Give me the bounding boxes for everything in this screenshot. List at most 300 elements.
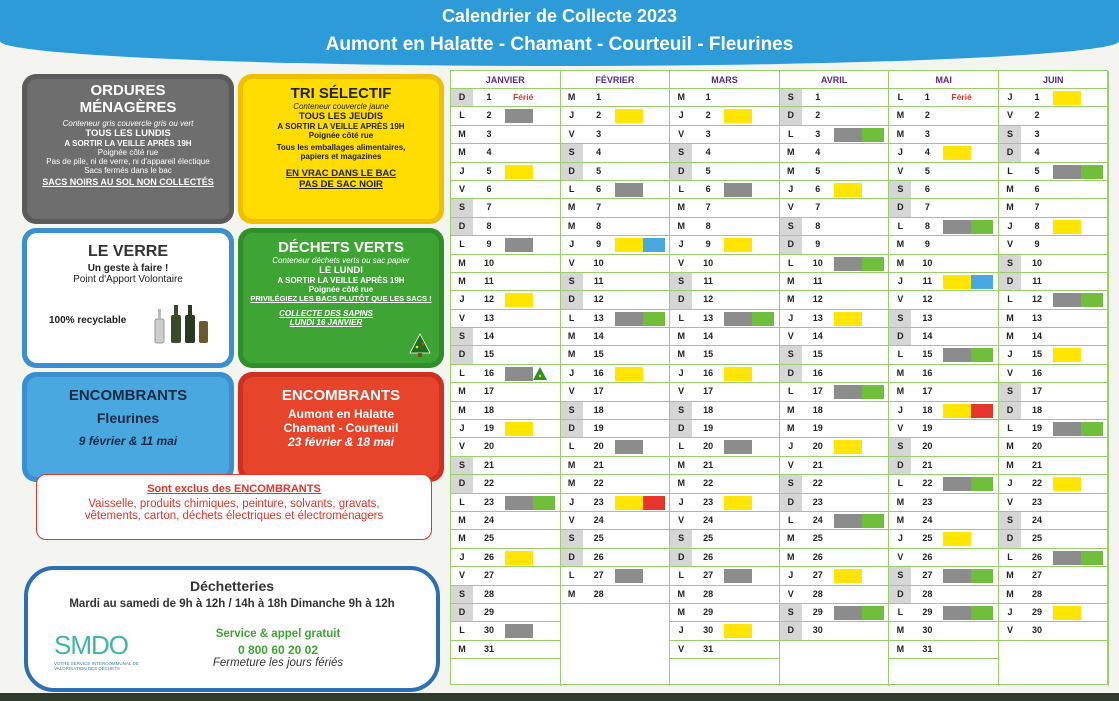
day-row: [889, 567, 998, 585]
day-row: [780, 438, 889, 456]
ordures-collection-marker: [943, 348, 971, 362]
day-letter: S: [889, 181, 911, 198]
ordures-collection-marker: [943, 569, 971, 583]
verts-line-2: LE LUNDI: [319, 265, 363, 276]
day-number: 20: [703, 441, 714, 452]
tri-line-3: A SORTIR LA VEILLE APRÈS 19H: [277, 122, 405, 131]
day-letter: M: [677, 478, 685, 489]
day-number: 13: [922, 312, 933, 323]
ordures-collection-marker: [505, 109, 533, 123]
day-letter: V: [1006, 496, 1013, 507]
day-row: [451, 310, 560, 328]
day-number: 17: [483, 386, 494, 397]
day-letter: V: [1006, 239, 1013, 250]
day-letter: V: [568, 128, 575, 139]
day-row: [451, 549, 560, 567]
day-row: [670, 181, 779, 199]
day-number: 26: [703, 551, 714, 562]
enc2-title: ENCOMBRANTS: [281, 387, 401, 404]
encombrants-fleurines-marker: [643, 238, 665, 252]
day-letter: J: [678, 367, 684, 378]
day-row: [451, 402, 560, 420]
day-row: [889, 457, 998, 475]
day-letter: D: [999, 273, 1021, 290]
day-number: 18: [922, 404, 933, 415]
tri-collection-marker: [724, 109, 752, 123]
day-number: 27: [703, 570, 714, 581]
verre-box: [22, 228, 234, 368]
day-letter: J: [678, 496, 684, 507]
tri-collection-marker: [615, 367, 643, 381]
day-row: [670, 438, 779, 456]
christmas-tree-icon: [533, 367, 547, 381]
day-letter: J: [897, 404, 903, 415]
enc1-dates: 9 février & 11 mai: [78, 434, 178, 448]
encombrants-fleurines-box: [22, 372, 234, 482]
day-row: [451, 346, 560, 364]
day-row: [780, 328, 889, 346]
day-number: 30: [483, 625, 494, 636]
day-number: 5: [1034, 165, 1040, 176]
exclus-line-1: Vaisselle, produits chimiques, peinture, solvants, gravats,: [88, 498, 380, 510]
ordures-line-3: A SORTIR LA VEILLE APRÈS 19H: [64, 139, 192, 148]
day-letter: L: [897, 478, 904, 489]
day-letter: L: [1007, 551, 1013, 562]
month-column: [451, 71, 561, 686]
day-letter: L: [788, 128, 794, 139]
month-column: [889, 71, 999, 686]
day-number: 14: [483, 331, 494, 342]
day-letter: M: [896, 625, 905, 636]
day-letter: J: [788, 441, 794, 452]
day-letter: M: [567, 588, 576, 599]
day-letter: M: [677, 459, 685, 470]
day-row: [561, 549, 670, 567]
tri-title: TRI SÉLECTIF: [290, 85, 392, 102]
day-number: 5: [486, 165, 492, 176]
day-row: [451, 494, 560, 512]
day-letter: L: [459, 239, 465, 250]
day-row: [670, 144, 779, 162]
day-letter: S: [780, 218, 802, 235]
day-number: 26: [922, 551, 933, 562]
day-letter: L: [678, 441, 684, 452]
day-number: 11: [703, 275, 713, 286]
day-letter: D: [561, 163, 583, 180]
day-number: 10: [922, 257, 933, 268]
day-row: [451, 89, 560, 107]
day-row: [999, 291, 1108, 309]
day-number: 5: [924, 165, 930, 176]
day-number: 4: [1034, 147, 1040, 158]
day-number: 24: [703, 514, 714, 525]
day-number: 1: [596, 92, 602, 102]
encombrants-fleurines-marker: [971, 275, 993, 289]
day-letter: M: [677, 606, 685, 617]
day-letter: V: [678, 257, 685, 268]
day-letter: M: [896, 643, 905, 654]
day-row: [889, 163, 998, 181]
day-row: [999, 144, 1108, 162]
day-letter: J: [569, 496, 575, 507]
day-number: 3: [486, 128, 492, 139]
tri-collection-marker: [1053, 220, 1081, 234]
day-row: [670, 402, 779, 420]
tri-collection-marker: [834, 312, 862, 326]
day-letter: M: [1006, 570, 1014, 581]
day-letter: M: [458, 404, 466, 415]
day-row: [889, 310, 998, 328]
day-number: 11: [1032, 275, 1042, 286]
ordures-line-1: Conteneur gris couvercle gris ou vert: [62, 119, 194, 128]
day-letter: V: [678, 643, 685, 654]
day-number: 12: [922, 294, 933, 305]
day-row: [780, 89, 889, 107]
day-number: 2: [924, 110, 930, 121]
day-number: 1: [705, 92, 711, 102]
day-number: 31: [483, 643, 494, 654]
day-row: [780, 181, 889, 199]
day-number: 28: [593, 588, 604, 599]
day-number: 10: [812, 257, 823, 268]
day-row: [999, 438, 1108, 456]
day-number: 28: [703, 588, 714, 599]
day-letter: M: [567, 349, 576, 360]
day-number: 10: [703, 257, 714, 268]
day-row: [999, 383, 1108, 401]
day-letter: L: [1007, 423, 1013, 434]
day-number: 24: [1031, 514, 1042, 525]
day-row: [780, 144, 889, 162]
day-letter: M: [677, 202, 685, 213]
day-letter: M: [458, 128, 466, 139]
holiday-label: Férié: [951, 92, 972, 102]
day-row: [670, 475, 779, 493]
day-number: 9: [486, 239, 492, 250]
day-number: 22: [812, 478, 823, 489]
ordures-line-4: Poignée côté rue: [97, 148, 159, 157]
day-row: [670, 494, 779, 512]
day-letter: V: [897, 423, 904, 434]
header-banner: [0, 0, 1119, 66]
day-number: 26: [812, 551, 823, 562]
day-row: [999, 346, 1108, 364]
day-number: 29: [812, 606, 823, 617]
day-letter: S: [889, 310, 911, 327]
day-row: [451, 144, 560, 162]
day-letter: D: [451, 604, 473, 621]
day-letter: M: [458, 533, 466, 544]
day-row: [780, 346, 889, 364]
day-row: [451, 512, 560, 530]
day-number: 2: [1034, 110, 1040, 121]
day-letter: D: [561, 291, 583, 308]
day-letter: D: [780, 107, 802, 124]
day-number: 29: [922, 606, 933, 617]
day-letter: J: [678, 625, 684, 636]
day-row: [561, 255, 670, 273]
day-number: 17: [922, 386, 933, 397]
day-row: [670, 218, 779, 236]
day-number: 27: [593, 570, 604, 581]
tri-line-1: Conteneur couvercle jaune: [293, 102, 389, 111]
day-number: 23: [483, 496, 494, 507]
day-letter: J: [1007, 92, 1013, 102]
day-number: 21: [812, 459, 823, 470]
day-row: [780, 126, 889, 144]
day-number: 26: [1031, 551, 1042, 562]
day-row: [451, 475, 560, 493]
day-letter: V: [787, 202, 794, 213]
day-letter: S: [451, 199, 473, 216]
day-number: 24: [922, 514, 933, 525]
verts-title: DÉCHETS VERTS: [278, 239, 404, 256]
day-number: 12: [812, 294, 823, 305]
tri-collection-marker: [943, 404, 971, 418]
day-letter: L: [459, 367, 465, 378]
dechets-verts-marker: [862, 606, 884, 620]
day-row: [999, 567, 1108, 585]
day-row: [999, 586, 1108, 604]
tri-line-7: EN VRAC DANS LE BAC: [285, 168, 397, 179]
day-row: [889, 512, 998, 530]
dechets-verts-marker: [971, 348, 993, 362]
day-letter: M: [458, 643, 466, 654]
day-row: [561, 402, 670, 420]
tri-collection-marker: [505, 293, 533, 307]
day-letter: M: [896, 514, 905, 525]
day-letter: D: [780, 494, 802, 511]
day-row: [999, 181, 1108, 199]
day-letter: M: [896, 239, 905, 250]
day-number: 8: [1034, 220, 1040, 231]
day-row: [999, 218, 1108, 236]
dechets-verts-marker: [971, 477, 993, 491]
day-letter: M: [458, 147, 466, 158]
day-number: 7: [486, 202, 492, 213]
day-letter: L: [678, 570, 684, 581]
day-number: 31: [703, 643, 714, 654]
day-number: 24: [593, 514, 604, 525]
month-header: JANVIER: [451, 71, 560, 89]
day-letter: V: [568, 514, 575, 525]
day-number: 4: [486, 147, 492, 158]
day-number: 16: [922, 367, 933, 378]
day-number: 20: [922, 441, 933, 452]
day-row: [999, 328, 1108, 346]
tri-line-6: papiers et magazines: [300, 152, 382, 161]
day-row: [889, 218, 998, 236]
day-number: 21: [703, 459, 714, 470]
day-number: 4: [924, 147, 930, 158]
day-number: 4: [705, 147, 711, 158]
day-number: 14: [812, 331, 823, 342]
day-letter: S: [670, 144, 692, 161]
day-row: [561, 218, 670, 236]
day-row: [999, 604, 1108, 622]
verts-box: [238, 228, 444, 368]
day-number: 15: [593, 349, 604, 360]
day-row: [670, 567, 779, 585]
day-row: [561, 181, 670, 199]
day-number: 2: [705, 110, 711, 121]
day-row: [561, 457, 670, 475]
day-number: 18: [812, 404, 823, 415]
month-header: AVRIL: [780, 71, 889, 89]
day-number: 21: [483, 459, 494, 470]
ordures-line-6: Sacs fermés dans le bac: [84, 166, 172, 175]
day-number: 4: [815, 147, 821, 158]
day-letter: J: [459, 551, 465, 562]
day-number: 3: [1034, 128, 1040, 139]
day-letter: M: [458, 257, 466, 268]
month-column: [999, 71, 1109, 686]
day-letter: J: [459, 423, 465, 434]
day-number: 20: [1031, 441, 1042, 452]
day-number: 14: [593, 331, 604, 342]
day-number: 19: [922, 423, 933, 434]
day-number: 14: [1031, 331, 1042, 342]
day-number: 20: [483, 441, 494, 452]
day-number: 21: [593, 459, 604, 470]
day-letter: L: [788, 386, 794, 397]
day-letter: M: [567, 220, 576, 231]
day-number: 15: [922, 349, 933, 360]
day-number: 13: [703, 312, 714, 323]
day-letter: D: [670, 549, 692, 566]
dechets-verts-marker: [752, 312, 774, 326]
day-number: 1: [1034, 92, 1040, 102]
day-row: [889, 236, 998, 254]
day-number: 23: [703, 496, 714, 507]
day-letter: D: [561, 420, 583, 437]
ordures-collection-marker: [505, 367, 533, 381]
day-row: [561, 291, 670, 309]
smdo-logo-subtitle: VOTRE SERVICE INTERCOMMUNAL DE VALORISATION DES DÉCHETS: [54, 661, 139, 671]
day-row: [561, 126, 670, 144]
day-row: [780, 199, 889, 217]
day-number: 7: [596, 202, 602, 213]
day-letter: D: [780, 622, 802, 639]
day-letter: M: [677, 349, 685, 360]
ordures-collection-marker: [834, 385, 862, 399]
day-row: [451, 218, 560, 236]
day-number: 7: [924, 202, 930, 213]
phone-number[interactable]: 0 800 60 20 02: [237, 643, 319, 657]
tri-collection-marker: [834, 183, 862, 197]
day-letter: L: [788, 514, 794, 525]
day-number: 18: [703, 404, 714, 415]
day-row: [780, 291, 889, 309]
day-number: 29: [483, 606, 494, 617]
day-row: [451, 126, 560, 144]
day-row: [780, 107, 889, 125]
day-letter: V: [897, 165, 904, 176]
day-row: [670, 420, 779, 438]
ordures-collection-marker: [943, 220, 971, 234]
dechetteries-hours: Mardi au samedi de 9h à 12h / 14h à 18h Dimanche 9h à 12h: [69, 598, 395, 610]
day-letter: M: [896, 367, 905, 378]
ordures-collection-marker: [724, 440, 752, 454]
day-row: [780, 567, 889, 585]
day-row: [451, 199, 560, 217]
day-row: [451, 107, 560, 125]
day-number: 11: [813, 275, 823, 286]
day-letter: M: [677, 331, 685, 342]
ordures-line-5: Pas de pile, ni de verre, ni d'appareil électique: [46, 157, 210, 166]
day-row: [780, 622, 889, 640]
enc2-dates: 23 février & 18 mai: [287, 435, 395, 449]
day-letter: S: [561, 530, 583, 547]
day-row: [451, 181, 560, 199]
day-row: [561, 89, 670, 107]
day-letter: J: [678, 110, 684, 121]
day-letter: M: [1006, 312, 1014, 323]
day-row: [451, 255, 560, 273]
day-row: [999, 530, 1108, 548]
day-letter: D: [670, 291, 692, 308]
day-number: 10: [593, 257, 604, 268]
day-letter: L: [897, 92, 904, 102]
day-number: 16: [1031, 367, 1042, 378]
month-column: [780, 71, 890, 686]
exclus-line-2: vêtements, carton, déchets électriques et électroménagers: [84, 510, 384, 522]
day-row: [999, 475, 1108, 493]
month-column: [670, 71, 780, 686]
day-number: 12: [483, 294, 494, 305]
day-row: [451, 438, 560, 456]
day-number: 11: [484, 275, 494, 286]
day-number: 11: [593, 275, 604, 286]
dechets-verts-marker: [1081, 293, 1103, 307]
day-letter: D: [451, 218, 473, 235]
tri-line-2: TOUS LES JEUDIS: [298, 111, 384, 122]
day-number: 3: [924, 128, 930, 139]
day-letter: M: [677, 220, 685, 231]
day-row: [451, 641, 560, 659]
dechets-verts-marker: [643, 312, 665, 326]
day-row: [670, 107, 779, 125]
tri-collection-marker: [1053, 348, 1081, 362]
day-number: 9: [596, 239, 602, 250]
day-letter: S: [561, 144, 583, 161]
day-letter: J: [678, 239, 684, 250]
day-letter: J: [1007, 478, 1013, 489]
day-row: [889, 89, 998, 107]
month-header: FÉVRIER: [561, 71, 670, 89]
day-row: [780, 310, 889, 328]
day-row: [889, 530, 998, 548]
verts-line-7: LUNDI 16 JANVIER: [289, 318, 363, 327]
day-letter: M: [458, 386, 466, 397]
day-letter: J: [897, 275, 903, 286]
day-row: [670, 365, 779, 383]
day-letter: S: [999, 255, 1021, 272]
day-letter: V: [458, 312, 465, 323]
day-row: [561, 346, 670, 364]
day-row: [999, 89, 1108, 107]
day-row: [999, 310, 1108, 328]
day-row: [889, 475, 998, 493]
verts-line-3: A SORTIR LA VEILLE APRÈS 19H: [277, 276, 405, 285]
day-row: [670, 641, 779, 659]
ordures-title-1: ORDURES: [90, 82, 166, 99]
day-letter: L: [568, 183, 575, 194]
day-letter: D: [451, 475, 473, 492]
tri-collection-marker: [943, 146, 971, 160]
day-letter: S: [780, 475, 802, 492]
day-row: [889, 328, 998, 346]
